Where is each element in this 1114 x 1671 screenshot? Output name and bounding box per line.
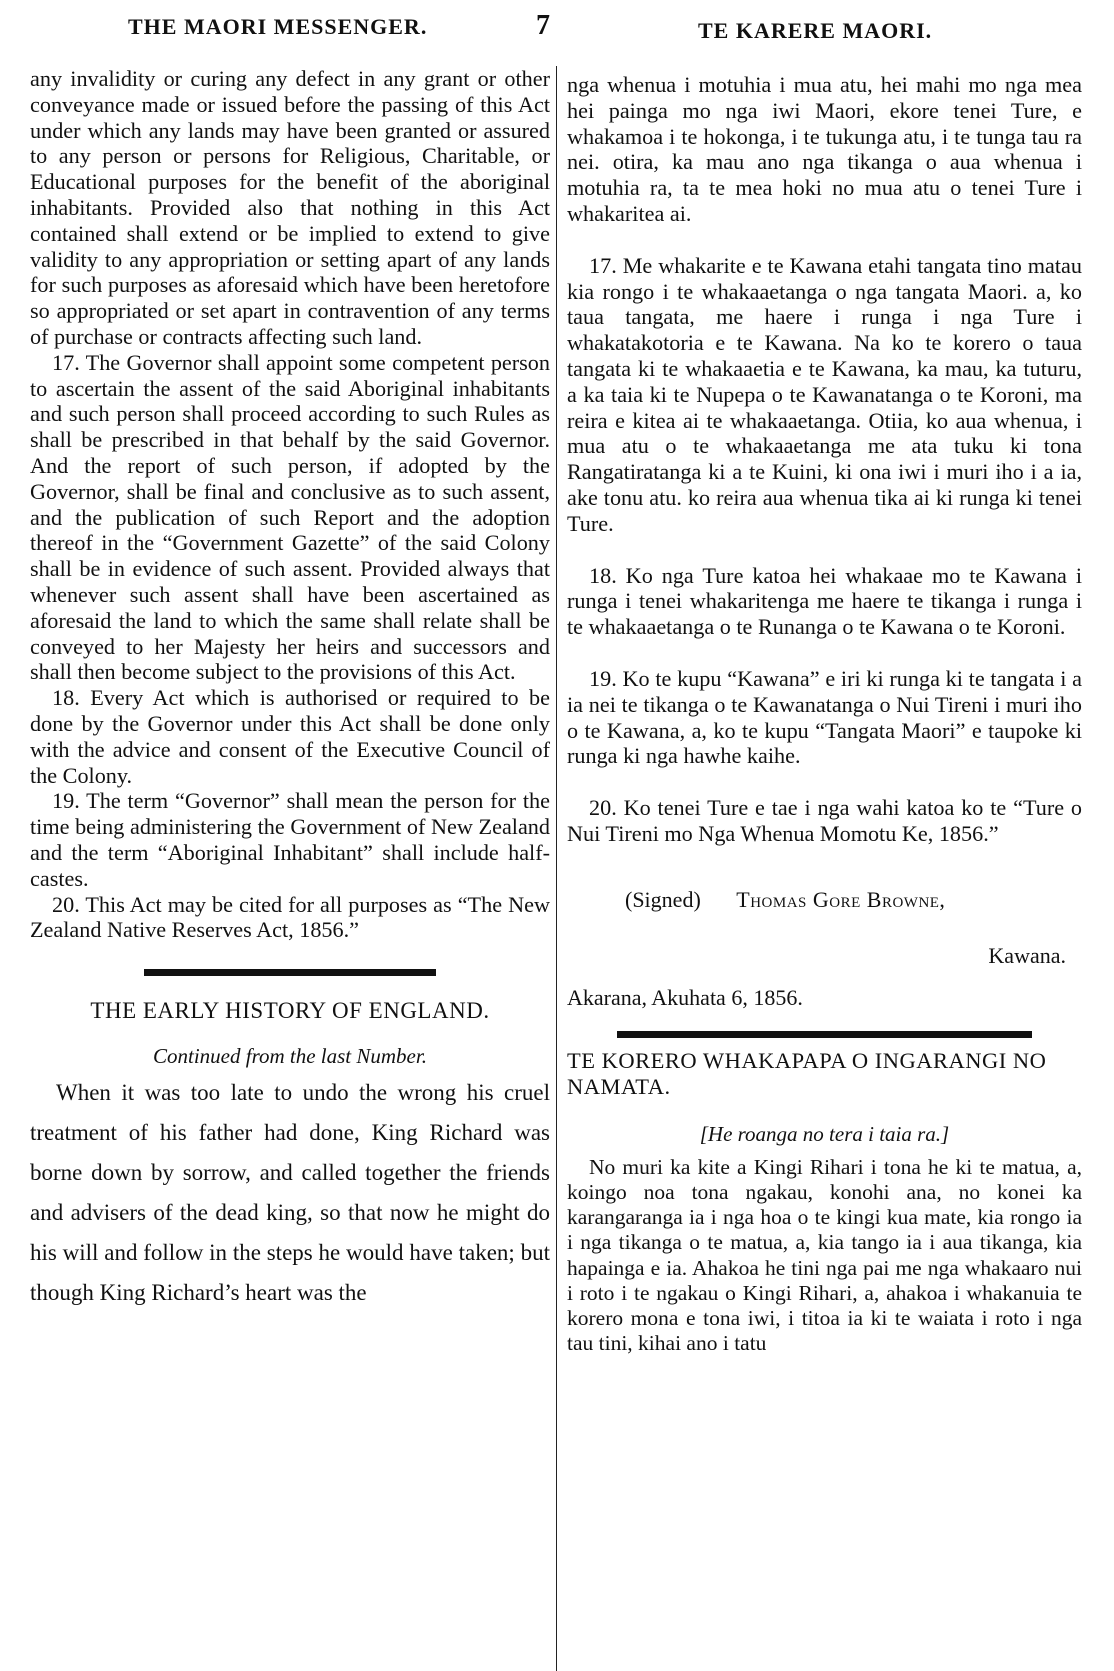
section-16-continued: any invalidity or curing any defect in any grant or other conveyance made or issued before the passing of this Act under which any lands may have been granted or assured to any person or persons for Religious, Charitable, or Educational purposes for the benefit of the aboriginal inhabitants. Provided also that nothing in this Act contained shall extend or be implied to extend to give validity to any appropriation or setting apart of any lands for such purposes as aforesaid which have been heretofore so appropriated or set apart in contravention of any terms of purchase or contracts affecting such land. xyxy=(30,66,550,349)
section-rule-maori xyxy=(617,1031,1032,1038)
section-18-maori: 18. Ko nga Ture katoa hei whakaae mo te Kawana i runga i tenei whakaritenga me haere te tikanga i runga i te whakaaetanga o te Runanga o te Kawana o te Koroni. xyxy=(567,562,1082,640)
history-body: When it was too late to undo the wrong his cruel treatment of his father had done, King Richard was borne down by sorrow, and called together the friends and advisers of the dead king, so that now he might do his will and follow in the steps he would have taken; but though King Richard’s heart was the xyxy=(30,1080,550,1306)
governor-name: Thomas Gore Browne, xyxy=(736,886,946,912)
section-16-continued-maori: nga whenua i motuhia i mua atu, hei mahi mo nga mea hei painga mo nga iwi Maori, ekore tenei Ture, e whakamoa i te hokonga, i te tukunga atu, i te tunga tau ra nei. otira, ka mau ano nga tikanga o aua whenua i motuhia ra, ta te mea hoki no mua atu o tenei Ture i whakaritea ai. xyxy=(567,72,1082,226)
english-masthead: THE MAORI MESSENGER. xyxy=(128,14,428,39)
section-19: 19. The term “Governor” shall mean the person for the time being administering the Government of New Zealand and the term “Aboriginal Inhabitant” shall include half-castes. xyxy=(30,788,550,891)
section-17: 17. The Governor shall appoint some competent person to ascertain the assent of the said Aboriginal inhabitants and such person shall proceed according to such Rules as shall be prescribed in that behalf by the said Governor. And the report of such person, if adopted by the Governor, shall be final and conclusive as to such assent, and the publication of such Report and the adoption thereof in the “Government Gazette” of the said Colony shall be in evidence of such assent. Provided always that whenever such assent shall have been ascertained as aforesaid the land to which the same shall relate shall be conveyed to her Majesty her heirs and successors and shall then become subject to the provisions of this Act. xyxy=(30,349,550,685)
section-18: 18. Every Act which is authorised or required to be done by the Governor under this Act shall be done only with the advice and consent of the Executive Council of the Colony. xyxy=(30,685,550,788)
history-title: THE EARLY HISTORY OF ENGLAND. xyxy=(90,998,490,1024)
page-header xyxy=(0,0,1114,46)
section-19-maori: 19. Ko te kupu “Kawana” e iri ki runga ki te tangata i a ia nei te tikanga o te Kawanatanga o Nui Tireni i muri iho o te Kawana, a, ko te kupu “Tangata Maori” e taupoke ki runga ki nga hawhe kaihe. xyxy=(567,665,1082,769)
column-divider xyxy=(556,66,557,1671)
place-date: Akarana, Akuhata 6, 1856. xyxy=(567,984,803,1010)
history-subtitle: Continued from the last Number. xyxy=(153,1044,427,1069)
maori-column xyxy=(567,72,1082,1356)
korero-body: No muri ka kite a Kingi Rihari i tona he ki te matua, a, koingo noa tona ngakau, konohi ana, no konei ka karangaranga ia i nga hoa o te kingi kua mate, kia rongo ia i nga tikanga o te matua, a, kia tango ia i aua tikanga, kia hapainga e ia. Ahakoa he tini nga pai me nga whakaaro nui i roto i te ngakau o Kingi Rihari, a, ahakoa i whakanuia te korero mona e tona iwi, i titoa ia ki te waiata i roto i nga tau tini, kihai ano i tatu xyxy=(567,1154,1082,1356)
signature-block xyxy=(567,887,1082,1011)
english-column xyxy=(30,66,550,1313)
governor-title: Kawana. xyxy=(988,942,1066,968)
page-number: 7 xyxy=(536,10,550,41)
korero-title: TE KORERO WHAKAPAPA O INGARANGI NO NAMATA. xyxy=(567,1047,1047,1099)
maori-masthead: TE KARERE MAORI. xyxy=(698,18,933,43)
section-20: 20. This Act may be cited for all purposes as “The New Zealand Native Reserves Act, 1856.” xyxy=(30,891,550,943)
korero-subtitle: [He roanga no tera i taia ra.] xyxy=(699,1121,950,1146)
section-17-maori: 17. Me whakarite e te Kawana etahi tangata tino matau kia rongo i te whakaaetanga o nga tangata Maori. a, ko taua tangata, me haere i runga i nga Ture i whakatakotoria e te Kawana. Na ko te korero o taua tangata ki te whakaaetia e te Kawana, ka mau, ka tuturu, a ka taia ki te Nupepa o te Kawanatanga o te Koroni, ma reira e kitea ai te whakaaetanga. Otiia, ko aua whenua, i mua atu o te whakaaetanga me ata tuku ki tona Rangatiratanga ki a te Kuini, ki ona iwi i muri iho i a ia, ake tonu atu. ko reira aua whenua tika ai ki runga ki tenei Ture. xyxy=(567,252,1082,536)
signed-label: (Signed) xyxy=(625,886,701,912)
section-20-maori: 20. Ko tenei Ture e tae i nga wahi katoa ko te “Ture o Nui Tireni mo Nga Whenua Momotu Ke, 1856.” xyxy=(567,795,1082,846)
section-rule xyxy=(144,969,436,976)
